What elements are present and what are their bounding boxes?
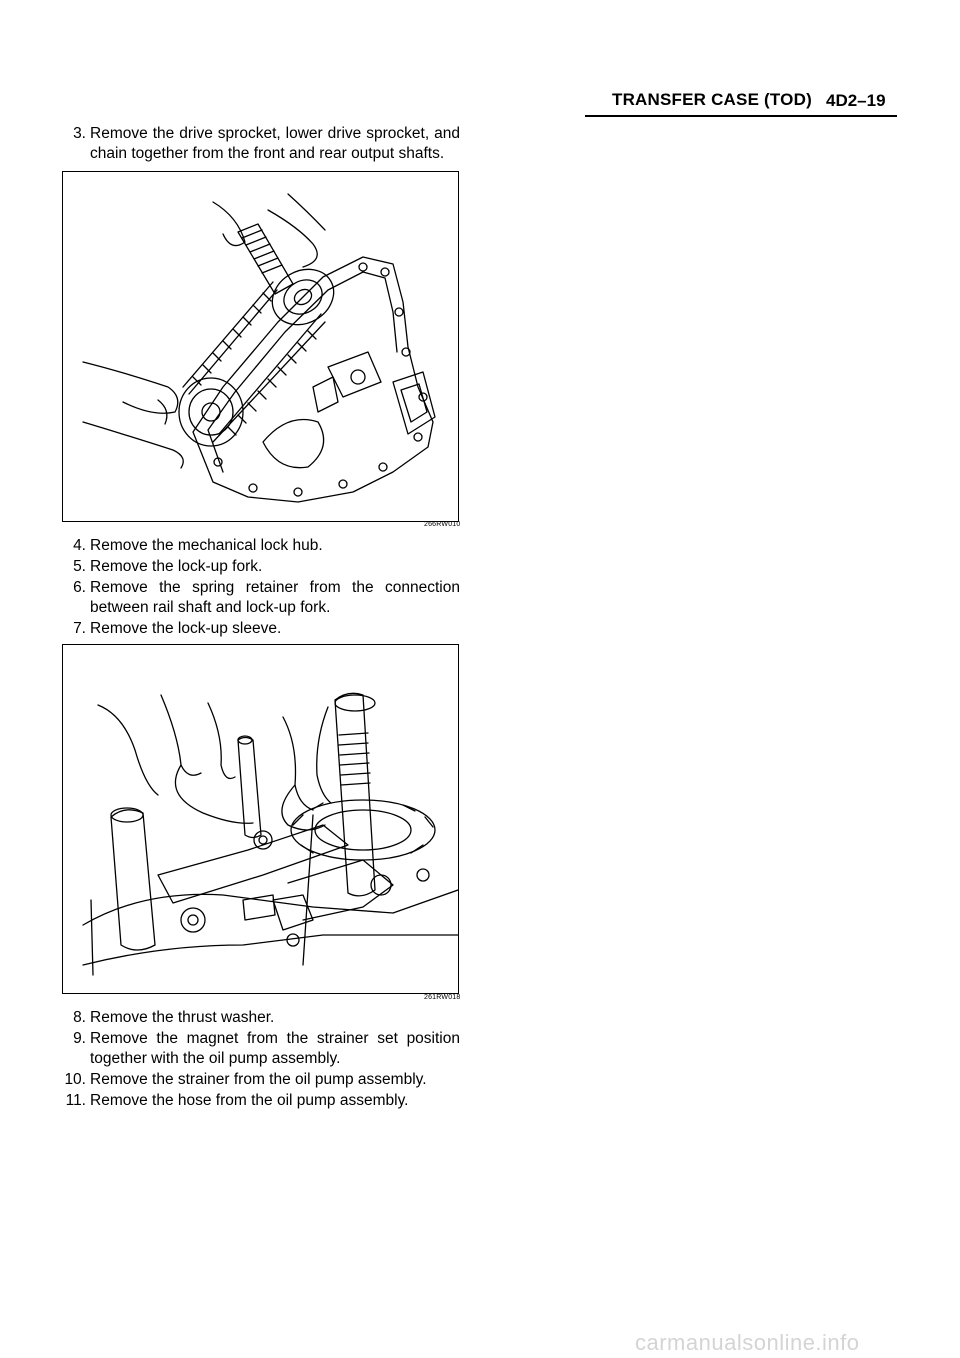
step-8: [62, 1008, 460, 1028]
step-number: 3.: [73, 125, 86, 142]
step-number: 6.: [73, 579, 86, 596]
step-text: Remove the spring retainer from the connection between rail shaft and lock-up fork.: [90, 579, 460, 616]
step-number: 7.: [73, 620, 86, 637]
step-number: 5.: [73, 558, 86, 575]
step-text: Remove the thrust washer.: [90, 1009, 275, 1026]
step-text: Remove the strainer from the oil pump assembly.: [90, 1071, 427, 1088]
step-number: 8.: [73, 1009, 86, 1026]
step-10: [62, 1070, 460, 1090]
step-7: [62, 619, 460, 639]
step-text: Remove the lock-up fork.: [90, 558, 263, 575]
step-5: [62, 557, 460, 577]
step-text: Remove the magnet from the strainer set position together with the oil pump assembly.: [90, 1030, 460, 1067]
lock-up-fork-illustration: [63, 645, 458, 993]
step-text: Remove the lock-up sleeve.: [90, 620, 282, 637]
figure-code: 266RW010: [424, 521, 461, 528]
header-divider: [585, 115, 897, 117]
step-number: 4.: [73, 537, 86, 554]
section-title: TRANSFER CASE (TOD): [612, 90, 812, 109]
step-text: Remove the mechanical lock hub.: [90, 537, 323, 554]
figure-lock-up-sleeve-removal: [62, 644, 459, 994]
transfer-case-chain-illustration: [63, 172, 458, 521]
step-3: [62, 124, 460, 163]
step-number: 11.: [65, 1092, 86, 1109]
figure-drive-sprocket-removal: [62, 171, 459, 522]
step-number: 9.: [73, 1030, 86, 1047]
step-11: [62, 1091, 460, 1111]
step-text: Remove the hose from the oil pump assembly.: [90, 1092, 409, 1109]
step-4: [62, 536, 460, 556]
page-number: 4D2–19: [826, 91, 886, 110]
figure-code: 261RW018: [424, 994, 461, 1001]
step-9: [62, 1029, 460, 1068]
step-6: [62, 578, 460, 617]
watermark: carmanualsonline.info: [635, 1330, 860, 1355]
step-text: Remove the drive sprocket, lower drive sprocket, and chain together from the front and rear output shafts.: [90, 125, 460, 162]
step-number: 10.: [64, 1071, 86, 1088]
